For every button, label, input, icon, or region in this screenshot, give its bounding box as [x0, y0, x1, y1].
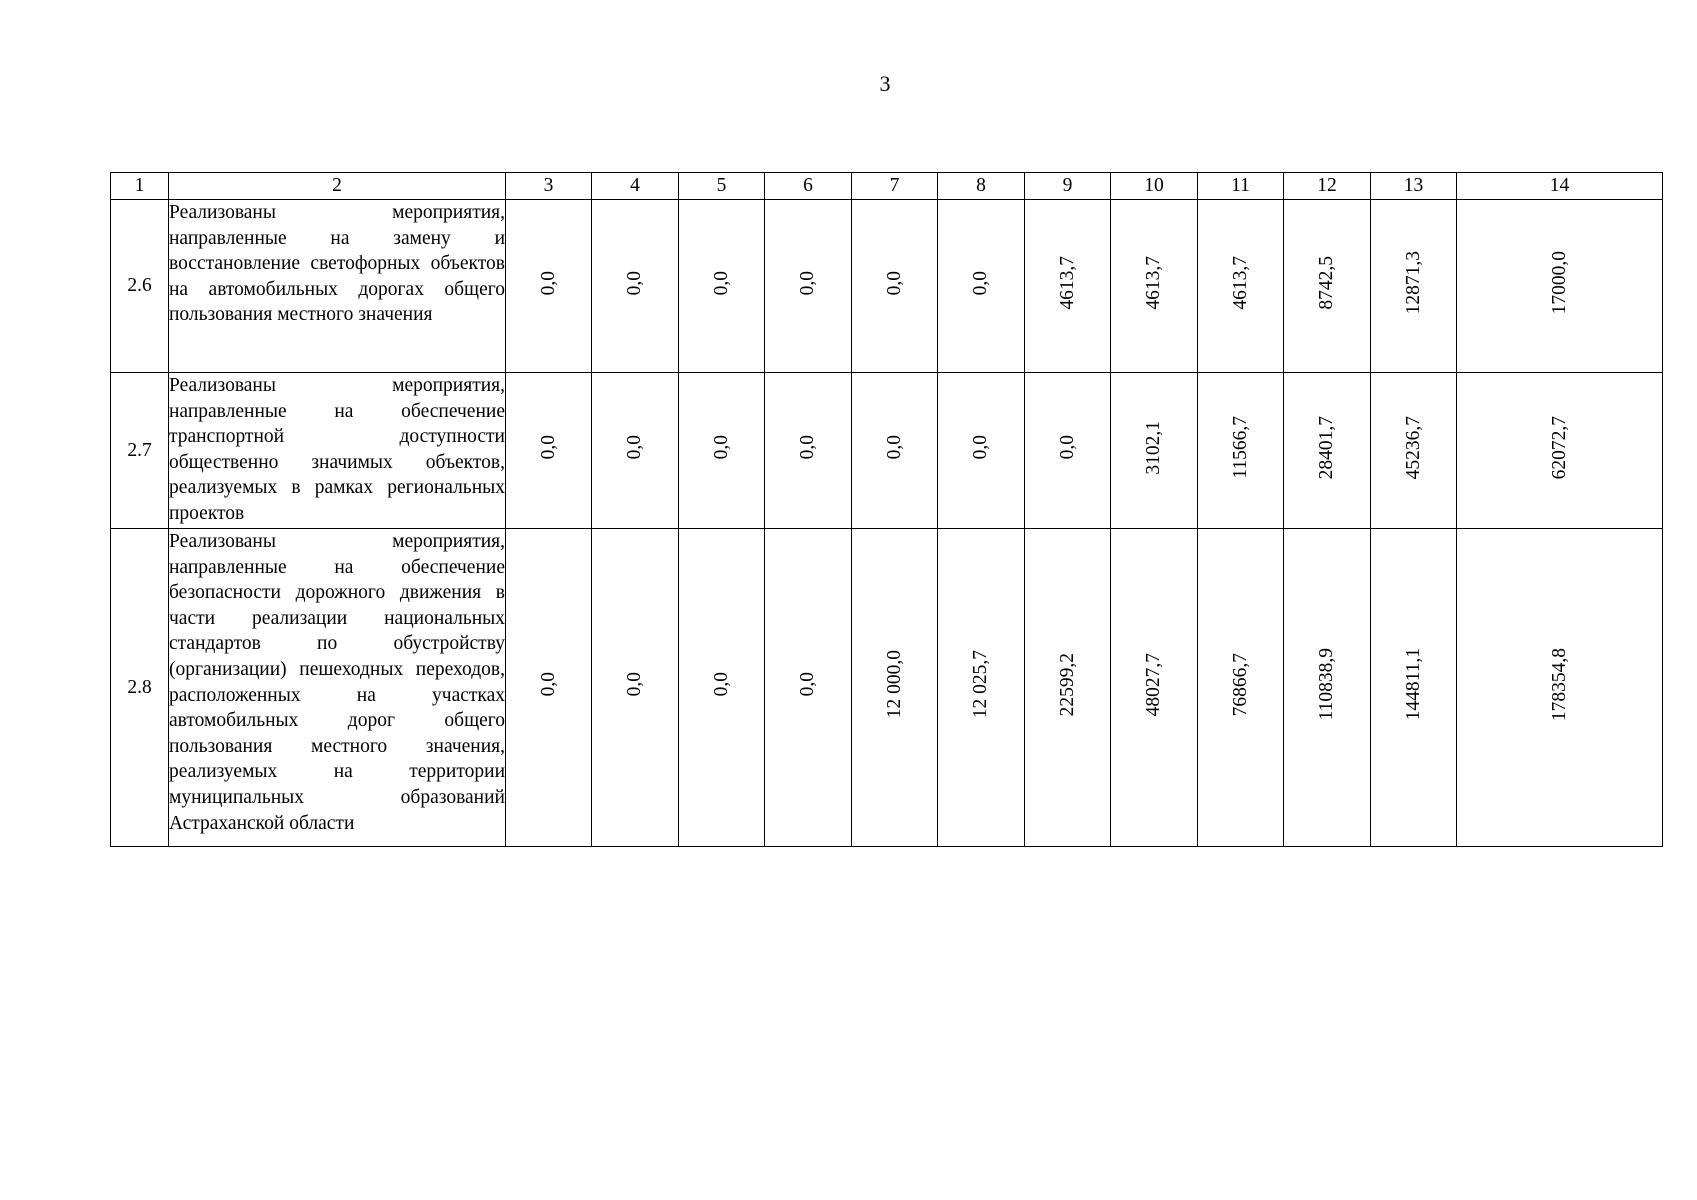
table-row	[111, 200, 1663, 373]
value-text: 3102,1	[1143, 420, 1164, 475]
value-text: 17000,0	[1548, 251, 1570, 315]
value-text: 0,0	[537, 672, 559, 697]
value-text: 0,0	[710, 435, 732, 460]
value-text: 0,0	[710, 270, 732, 296]
page-number: 3	[879, 71, 891, 96]
row-description: Реализованы мероприятия, направленные на обеспечение транспортной доступности общественно значимых объектов, реализуемых в рамках региональных проектов	[169, 373, 506, 529]
value-cell	[679, 200, 765, 373]
value-cell	[1371, 200, 1457, 373]
row-number: 2.6	[111, 200, 169, 373]
column-header: 8	[938, 173, 1025, 200]
column-header: 13	[1371, 173, 1457, 200]
value-text: 12 000,0	[883, 650, 905, 719]
value-text: 4613,7	[1229, 256, 1251, 310]
column-header: 7	[852, 173, 938, 200]
value-cell	[852, 529, 938, 847]
value-text: 62072,7	[1548, 415, 1570, 480]
column-header: 1	[111, 173, 169, 200]
value-cell	[1284, 373, 1371, 529]
value-text: 0,0	[883, 435, 905, 460]
value-text: 0,0	[624, 270, 645, 296]
value-cell	[765, 529, 852, 847]
value-cell	[506, 200, 592, 373]
value-cell	[592, 200, 679, 373]
value-text: 4613,7	[1056, 256, 1078, 310]
value-text: 0,0	[797, 672, 818, 697]
value-cell	[1198, 529, 1284, 847]
value-text: 144811,1	[1402, 648, 1424, 721]
header-row	[111, 173, 1663, 200]
column-header: 11	[1198, 173, 1284, 200]
value-cell	[1371, 373, 1457, 529]
value-cell	[938, 373, 1025, 529]
value-text: 11566,7	[1229, 416, 1251, 479]
value-cell	[1111, 529, 1198, 847]
table-row	[111, 373, 1663, 529]
value-cell	[765, 200, 852, 373]
column-header: 9	[1025, 173, 1111, 200]
value-cell	[1457, 200, 1663, 373]
value-cell	[938, 200, 1025, 373]
value-cell	[1371, 529, 1457, 847]
value-text: 0,0	[797, 270, 818, 296]
value-cell	[592, 529, 679, 847]
value-cell	[506, 373, 592, 529]
value-cell	[1284, 529, 1371, 847]
row-number: 2.8	[111, 529, 169, 847]
value-cell	[679, 373, 765, 529]
value-cell	[1025, 200, 1111, 373]
value-cell	[592, 373, 679, 529]
value-cell	[852, 200, 938, 373]
value-text: 0,0	[1056, 435, 1078, 460]
column-header: 3	[506, 173, 592, 200]
value-cell	[1198, 373, 1284, 529]
value-text: 178354,8	[1548, 647, 1570, 722]
value-cell	[1284, 200, 1371, 373]
value-text: 12871,3	[1402, 251, 1424, 315]
value-text: 22599,2	[1056, 652, 1078, 717]
column-header: 6	[765, 173, 852, 200]
value-text: 48027,7	[1143, 652, 1164, 717]
value-text: 0,0	[624, 435, 645, 460]
row-number: 2.7	[111, 373, 169, 529]
value-cell	[938, 529, 1025, 847]
value-cell	[679, 529, 765, 847]
value-cell	[1457, 373, 1663, 529]
value-text: 45236,7	[1402, 415, 1424, 480]
value-text: 28401,7	[1316, 415, 1337, 480]
value-cell	[506, 529, 592, 847]
value-cell	[852, 373, 938, 529]
row-description: Реализованы мероприятия, направленные на замену и восстановление светофорных объектов на автомобильных дорогах общего пользования местного значения	[169, 200, 506, 373]
value-text: 12 025,7	[970, 650, 991, 719]
value-text: 0,0	[710, 672, 732, 697]
value-text: 110838,9	[1316, 648, 1337, 721]
value-text: 0,0	[970, 270, 991, 296]
value-cell	[1198, 200, 1284, 373]
value-cell	[1457, 529, 1663, 847]
value-cell	[1025, 373, 1111, 529]
column-header: 10	[1111, 173, 1198, 200]
table-row	[111, 529, 1663, 847]
value-text: 0,0	[537, 435, 559, 460]
value-text: 76866,7	[1229, 652, 1251, 717]
value-cell	[1025, 529, 1111, 847]
value-text: 0,0	[970, 435, 991, 460]
value-text: 0,0	[883, 270, 905, 296]
value-text: 8742,5	[1316, 256, 1337, 310]
value-text: 0,0	[537, 270, 559, 296]
row-description: Реализованы мероприятия, направленные на обеспечение безопасности дорожного движения в части реализации национальных стандартов по обустройству (организации) пешеходных переходов, расположенных на участках автомобильных дорог общего пользования местного значения, реализуемых на территории муниципальных образований Астраханской области	[169, 529, 506, 847]
value-text: 4613,7	[1143, 256, 1164, 310]
value-cell	[1111, 373, 1198, 529]
data-table	[110, 172, 1663, 847]
value-text: 0,0	[624, 672, 645, 697]
column-header: 12	[1284, 173, 1371, 200]
column-header: 5	[679, 173, 765, 200]
value-text: 0,0	[797, 435, 818, 460]
column-header: 2	[169, 173, 506, 200]
column-header: 4	[592, 173, 679, 200]
column-header: 14	[1457, 173, 1663, 200]
value-cell	[765, 373, 852, 529]
value-cell	[1111, 200, 1198, 373]
